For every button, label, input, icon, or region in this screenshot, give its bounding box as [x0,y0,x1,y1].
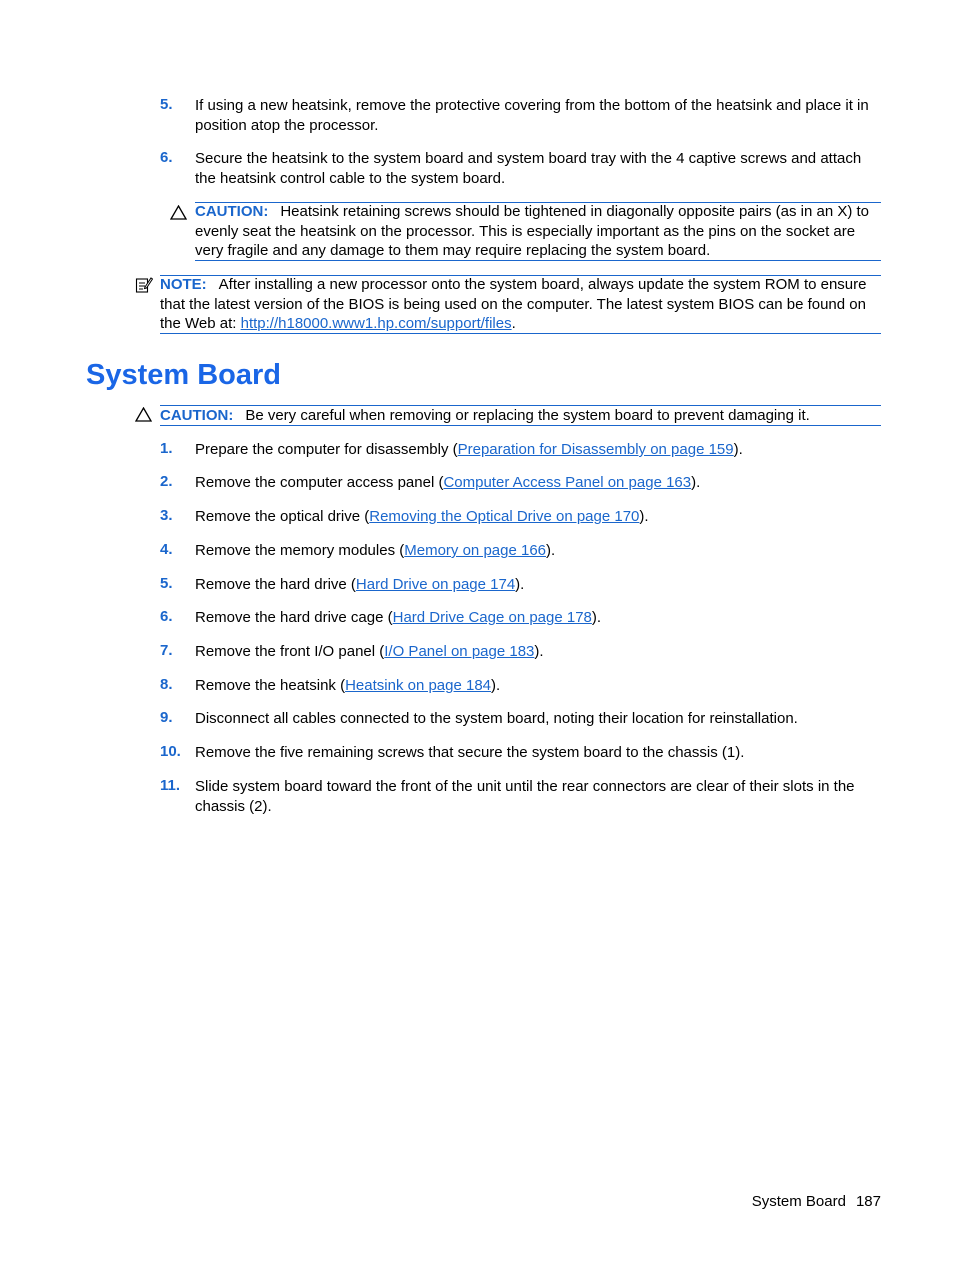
caution-text: Be very careful when removing or replacing the system board to prevent damaging it. [245,407,810,424]
step-number: 9. [160,709,173,726]
step-link[interactable]: Computer Access Panel on page 163 [443,474,692,491]
step-number: 6. [160,149,173,166]
step-text: Remove the front I/O panel (I/O Panel on page 183). [195,643,544,660]
caution-triangle-icon [135,407,152,426]
step-text: Remove the optical drive (Removing the Optical Drive on page 170). [195,508,649,525]
caution-label: CAUTION: [160,407,234,424]
note-block [160,275,885,334]
caution-label: CAUTION: [195,203,269,220]
caution-triangle-icon [170,205,187,224]
step-link[interactable]: Heatsink on page 184 [345,677,492,694]
note-period: . [511,315,516,332]
section-caution-block [160,406,885,426]
step-text: Remove the memory modules (Memory on page 166). [195,542,556,559]
step-text: Disconnect all cables connected to the system board, noting their location for reinstallation. [195,710,798,727]
caution-block [195,202,885,261]
step-text: Prepare the computer for disassembly (Preparation for Disassembly on page 159). [195,441,743,458]
section-heading: System Board [86,359,282,391]
note-label: NOTE: [160,276,207,293]
step-number: 8. [160,676,173,693]
step-text: Remove the hard drive cage (Hard Drive Cage on page 178). [195,609,602,626]
step-number: 1. [160,440,173,457]
step-link[interactable]: Removing the Optical Drive on page 170 [369,508,640,525]
caution-text: Heatsink retaining screws should be tightened in diagonally opposite pairs (as in an X) to evenly seat the heatsink on the processor. This is especially important as the pins on the socket are very fragile and any damage to them may require replacing the system board. [195,203,870,259]
footer-section-title: System Board [751,1193,846,1210]
step-link[interactable]: Memory on page 166 [404,542,547,559]
page-number: 187 [855,1193,881,1210]
note-pencil-icon [135,276,153,298]
step-text: Secure the heatsink to the system board and system board tray with the 4 captive screws and attach the heatsink control cable to the system board. [195,150,862,187]
step-text: Slide system board toward the front of the unit until the rear connectors are clear of their slots in the chassis (2). [195,778,855,815]
step-number: 10. [160,743,181,760]
step-text: Remove the hard drive (Hard Drive on page 174). [195,576,525,593]
step-number: 3. [160,507,173,524]
step-link[interactable]: I/O Panel on page 183 [384,643,535,660]
step-text: Remove the heatsink (Heatsink on page 184). [195,677,501,694]
step-text: Remove the computer access panel (Computer Access Panel on page 163). [195,474,701,491]
step-link[interactable]: Preparation for Disassembly on page 159 [457,441,734,458]
step-number: 5. [160,575,173,592]
support-files-link[interactable]: http://h18000.www1.hp.com/support/files [240,315,512,332]
step-number: 6. [160,608,173,625]
step-number: 2. [160,473,173,490]
step-link[interactable]: Hard Drive Cage on page 178 [392,609,592,626]
step-number: 11. [160,777,181,794]
step-text: Remove the five remaining screws that secure the system board to the chassis (1). [195,744,745,761]
step-number: 5. [160,96,173,113]
step-link[interactable]: Hard Drive on page 174 [355,576,516,593]
page-footer [752,1193,881,1210]
step-text: If using a new heatsink, remove the protective covering from the bottom of the heatsink and place it in position atop the processor. [195,97,869,134]
note-text: After installing a new processor onto the system board, always update the system ROM to ensure that the latest version of the BIOS is being used on the computer. The latest system BIOS can be found on the Web at: [160,276,867,332]
section-caution-bottom-rule [160,425,881,426]
caution-bottom-rule [195,260,881,261]
step-number: 7. [160,642,173,659]
note-bottom-rule [160,333,881,334]
step-number: 4. [160,541,173,558]
